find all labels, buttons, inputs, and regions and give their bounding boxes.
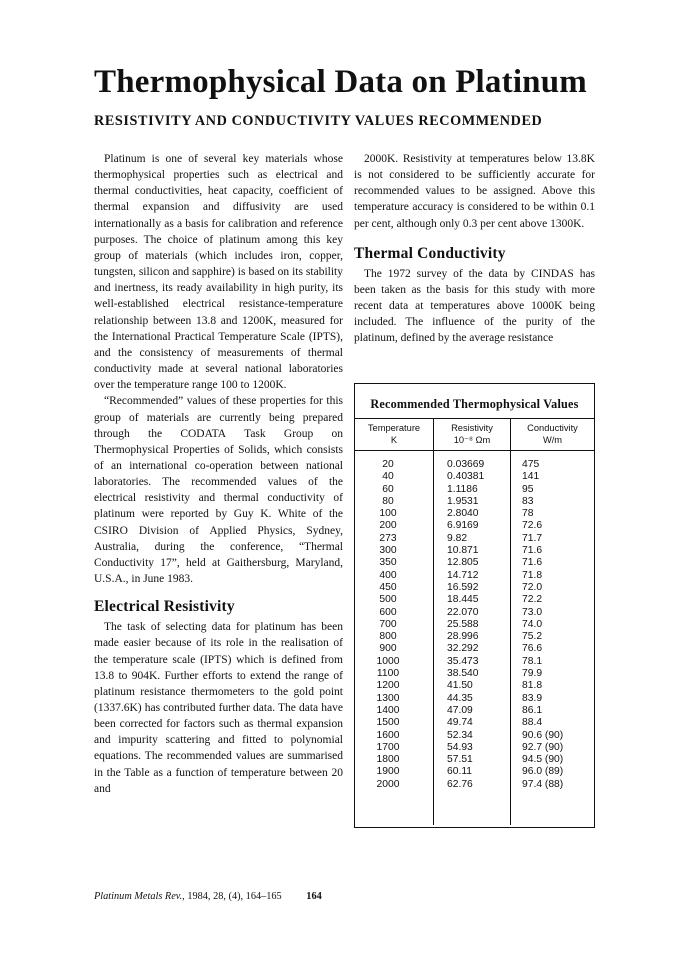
temperature-cell: 600 [379, 606, 397, 618]
temperature-cell: 1900 [376, 766, 400, 778]
resistivity-cell: 41.50 [447, 680, 473, 692]
resistivity-cell: 44.35 [447, 692, 473, 704]
resistivity-cell: 9.82 [447, 532, 468, 544]
resistivity-cell: 25.588 [447, 618, 479, 630]
resistivity-cell: 22.070 [447, 606, 479, 618]
intro-paragraph: Platinum is one of several key materials whose thermophysical properties such as electrical and thermal conductivities, heat capacity, coefficient of thermal expansion and diffusivity are used internationally as a basis for calibration and reference purposes. The choice of platinum among this key group of materials (which includes iron, copper, tungsten, silicon and sapphire) is based on its stability and inertness, its ready availability in high purity, its well-established electrical resistance-temperature relationship between 13.8 and 1200K, measured for the International Practical Temperature Scale (IPTS), and the consistency of measurements of thermal conductivity made at several national laboratories over the temperature range 100 to 1200K. [94, 153, 343, 392]
right-column [354, 151, 595, 347]
conductivity-cell: 72.6 [522, 520, 543, 532]
recommended-text-end: Task Group on Thermophysical Properties of Solids, which consists of an international co-operation between national laboratories. The recommended values of the electrical resistivity and thermal conductivity of platinum were reported by Guy K. White of the CSIRO Division of Applied Physics, Sydney, Australia, during the conference, “Thermal Conductivity 17”, held at Gaithersburg, Maryland, U.S.A., in June 1983. [94, 427, 344, 586]
conductivity-paragraph [354, 266, 595, 347]
thermal-conductivity-heading: Thermal Conductivity [354, 244, 506, 262]
temperature-cell: 1400 [376, 704, 400, 716]
resistivity-column [433, 451, 510, 825]
temperature-cell: 1200 [376, 680, 400, 692]
temperature-cell: 1100 [376, 668, 400, 680]
resistivity-cell: 32.292 [447, 643, 479, 655]
recommended-text-start: “Recommended” values of these properties for this group of materials are currently being prepared through the [94, 395, 343, 440]
resistivity-cell: 18.445 [447, 594, 479, 606]
temperature-cell: 900 [379, 643, 397, 655]
resistivity-paragraph: The task of selecting data for platinum has been made easier because of its role in the realisation of the temperature scale (IPTS) which is defined from 13.8 to 904K. Further efforts to extend the range of platinum resistance thermometers to the gold point (1337.6K) has contributed further data. The data have been corrected for factors such as thermal expansion and impurity scattering and fitted to polynomial equations. The recommended values are summarised in the Table as a function of temperature between 20 and [94, 621, 343, 795]
resistivity-cell: 49.74 [447, 717, 473, 729]
temperature-cell: 20 [382, 459, 394, 470]
resistivity-cell: 2.8040 [447, 508, 479, 520]
conductivity-cell: 71.7 [522, 532, 543, 544]
conductivity-column [510, 451, 594, 825]
conductivity-cell: 71.8 [522, 569, 543, 581]
temperature-cell: 273 [379, 532, 397, 544]
page-footer [94, 891, 322, 902]
conductivity-cell: 96.0 (89) [522, 766, 564, 778]
temperature-header-label: Temperature [367, 423, 421, 433]
recommended-values-paragraph [94, 393, 343, 587]
resistivity-cell: 57.51 [447, 754, 473, 766]
conductivity-cell: 78 [522, 508, 534, 520]
temperature-cell: 800 [379, 631, 397, 643]
conductivity-text-start: The 1972 survey of the data by [364, 267, 526, 280]
resistivity-cell: 0.03669 [447, 459, 485, 470]
page-number: 164 [306, 891, 322, 902]
journal-name: Platinum Metals Rev., [94, 891, 185, 902]
conductivity-cell: 94.5 (90) [522, 754, 564, 766]
resistivity-header-unit: 10⁻⁸ Ωm [453, 435, 491, 445]
resistivity-cell: 12.805 [447, 557, 479, 569]
table-body [355, 451, 594, 825]
resistivity-header-label: Resistivity [451, 423, 493, 433]
conductivity-cell: 95 [522, 483, 534, 495]
temperature-cell: 450 [379, 581, 397, 593]
conductivity-cell: 83 [522, 495, 534, 507]
resistivity-header [433, 419, 510, 450]
temperature-header [355, 419, 433, 450]
journal-citation: 1984, 28, (4), 164–165 [187, 891, 282, 902]
temperature-header-unit: K [390, 435, 398, 445]
conductivity-header [510, 419, 594, 450]
conductivity-cell: 72.0 [522, 581, 543, 593]
temperature-cell: 500 [379, 594, 397, 606]
conductivity-cell: 71.6 [522, 557, 543, 569]
temperature-cell: 400 [379, 569, 397, 581]
resistivity-cell: 1.9531 [447, 495, 479, 507]
resistivity-continued-paragraph: 2000K. Resistivity at temperatures below 13.8K is not considered to be sufficiently accurate for recommended values to be assigned. Above this temperature accuracy is considered to be within 0.1 per cent, although only 0.3 per cent above 1300K. [354, 153, 595, 230]
resistivity-cell: 62.76 [447, 778, 473, 790]
resistivity-cell: 47.09 [447, 704, 473, 716]
conductivity-cell: 73.0 [522, 606, 543, 618]
temperature-cell: 700 [379, 618, 397, 630]
temperature-cell: 350 [379, 557, 397, 569]
resistivity-cell: 52.34 [447, 729, 473, 741]
temperature-cell: 2000 [376, 778, 400, 790]
table-caption: Recommended Thermophysical Values [355, 384, 594, 419]
temperature-column [355, 451, 433, 825]
conductivity-cell: 97.4 (88) [522, 778, 564, 790]
left-column [94, 151, 343, 797]
table-header [355, 419, 594, 451]
conductivity-text-end: has been taken as the basis for this study with more recent data at temperatures above 1000K being included. The influence of the purity of the platinum, defined by the average resistance [354, 267, 596, 345]
resistivity-cell: 14.712 [447, 569, 479, 581]
temperature-cell: 1000 [376, 655, 400, 667]
resistivity-cell: 54.93 [447, 741, 473, 753]
conductivity-cell: 78.1 [522, 655, 543, 667]
conductivity-cell: 72.2 [522, 594, 543, 606]
resistivity-cell: 1.1186 [447, 483, 478, 495]
recommended-values-table [354, 383, 595, 828]
temperature-cell: 40 [382, 471, 394, 483]
resistivity-cell: 38.540 [447, 668, 479, 680]
temperature-cell: 1700 [376, 741, 400, 753]
conductivity-cell: 88.4 [522, 717, 543, 729]
conductivity-cell: 141 [522, 471, 540, 483]
temperature-cell: 300 [379, 545, 397, 557]
temperature-cell: 200 [379, 520, 397, 532]
resistivity-cell: 60.11 [447, 766, 473, 778]
temperature-cell: 1800 [376, 754, 400, 766]
temperature-cell: 60 [382, 483, 394, 495]
temperature-cell: 80 [382, 495, 394, 507]
resistivity-cell: 10.871 [447, 545, 479, 557]
conductivity-cell: 92.7 (90) [522, 741, 564, 753]
temperature-cell: 1500 [376, 717, 400, 729]
temperature-cell: 100 [379, 508, 397, 520]
article-title: Thermophysical Data on Platinum [94, 64, 587, 100]
resistivity-cell: 16.592 [447, 581, 479, 593]
conductivity-cell: 475 [522, 459, 540, 470]
conductivity-cell: 86.1 [522, 704, 543, 716]
electrical-resistivity-heading: Electrical Resistivity [94, 598, 235, 616]
conductivity-cell: 81.8 [522, 680, 543, 692]
resistivity-cell: 28.996 [447, 631, 479, 643]
conductivity-cell: 75.2 [522, 631, 543, 643]
conductivity-cell: 76.6 [522, 643, 543, 655]
resistivity-cell: 0.40381 [447, 471, 485, 483]
resistivity-cell: 6.9169 [447, 520, 479, 532]
conductivity-cell: 79.9 [522, 668, 543, 680]
resistivity-cell: 35.473 [447, 655, 479, 667]
temperature-cell: 1600 [376, 729, 400, 741]
conductivity-header-label: Conductivity [527, 423, 578, 433]
conductivity-cell: 74.0 [522, 618, 543, 630]
conductivity-cell: 90.6 (90) [522, 729, 564, 741]
conductivity-header-unit: W/m [542, 435, 563, 445]
temperature-cell: 1300 [376, 692, 400, 704]
cindas-acronym: CINDAS [530, 267, 574, 280]
article-subtitle: RESISTIVITY AND CONDUCTIVITY VALUES RECOMMENDED [94, 113, 543, 129]
conductivity-cell: 83.9 [522, 692, 543, 704]
codata-acronym: CODATA [180, 427, 227, 440]
conductivity-cell: 71.6 [522, 545, 543, 557]
